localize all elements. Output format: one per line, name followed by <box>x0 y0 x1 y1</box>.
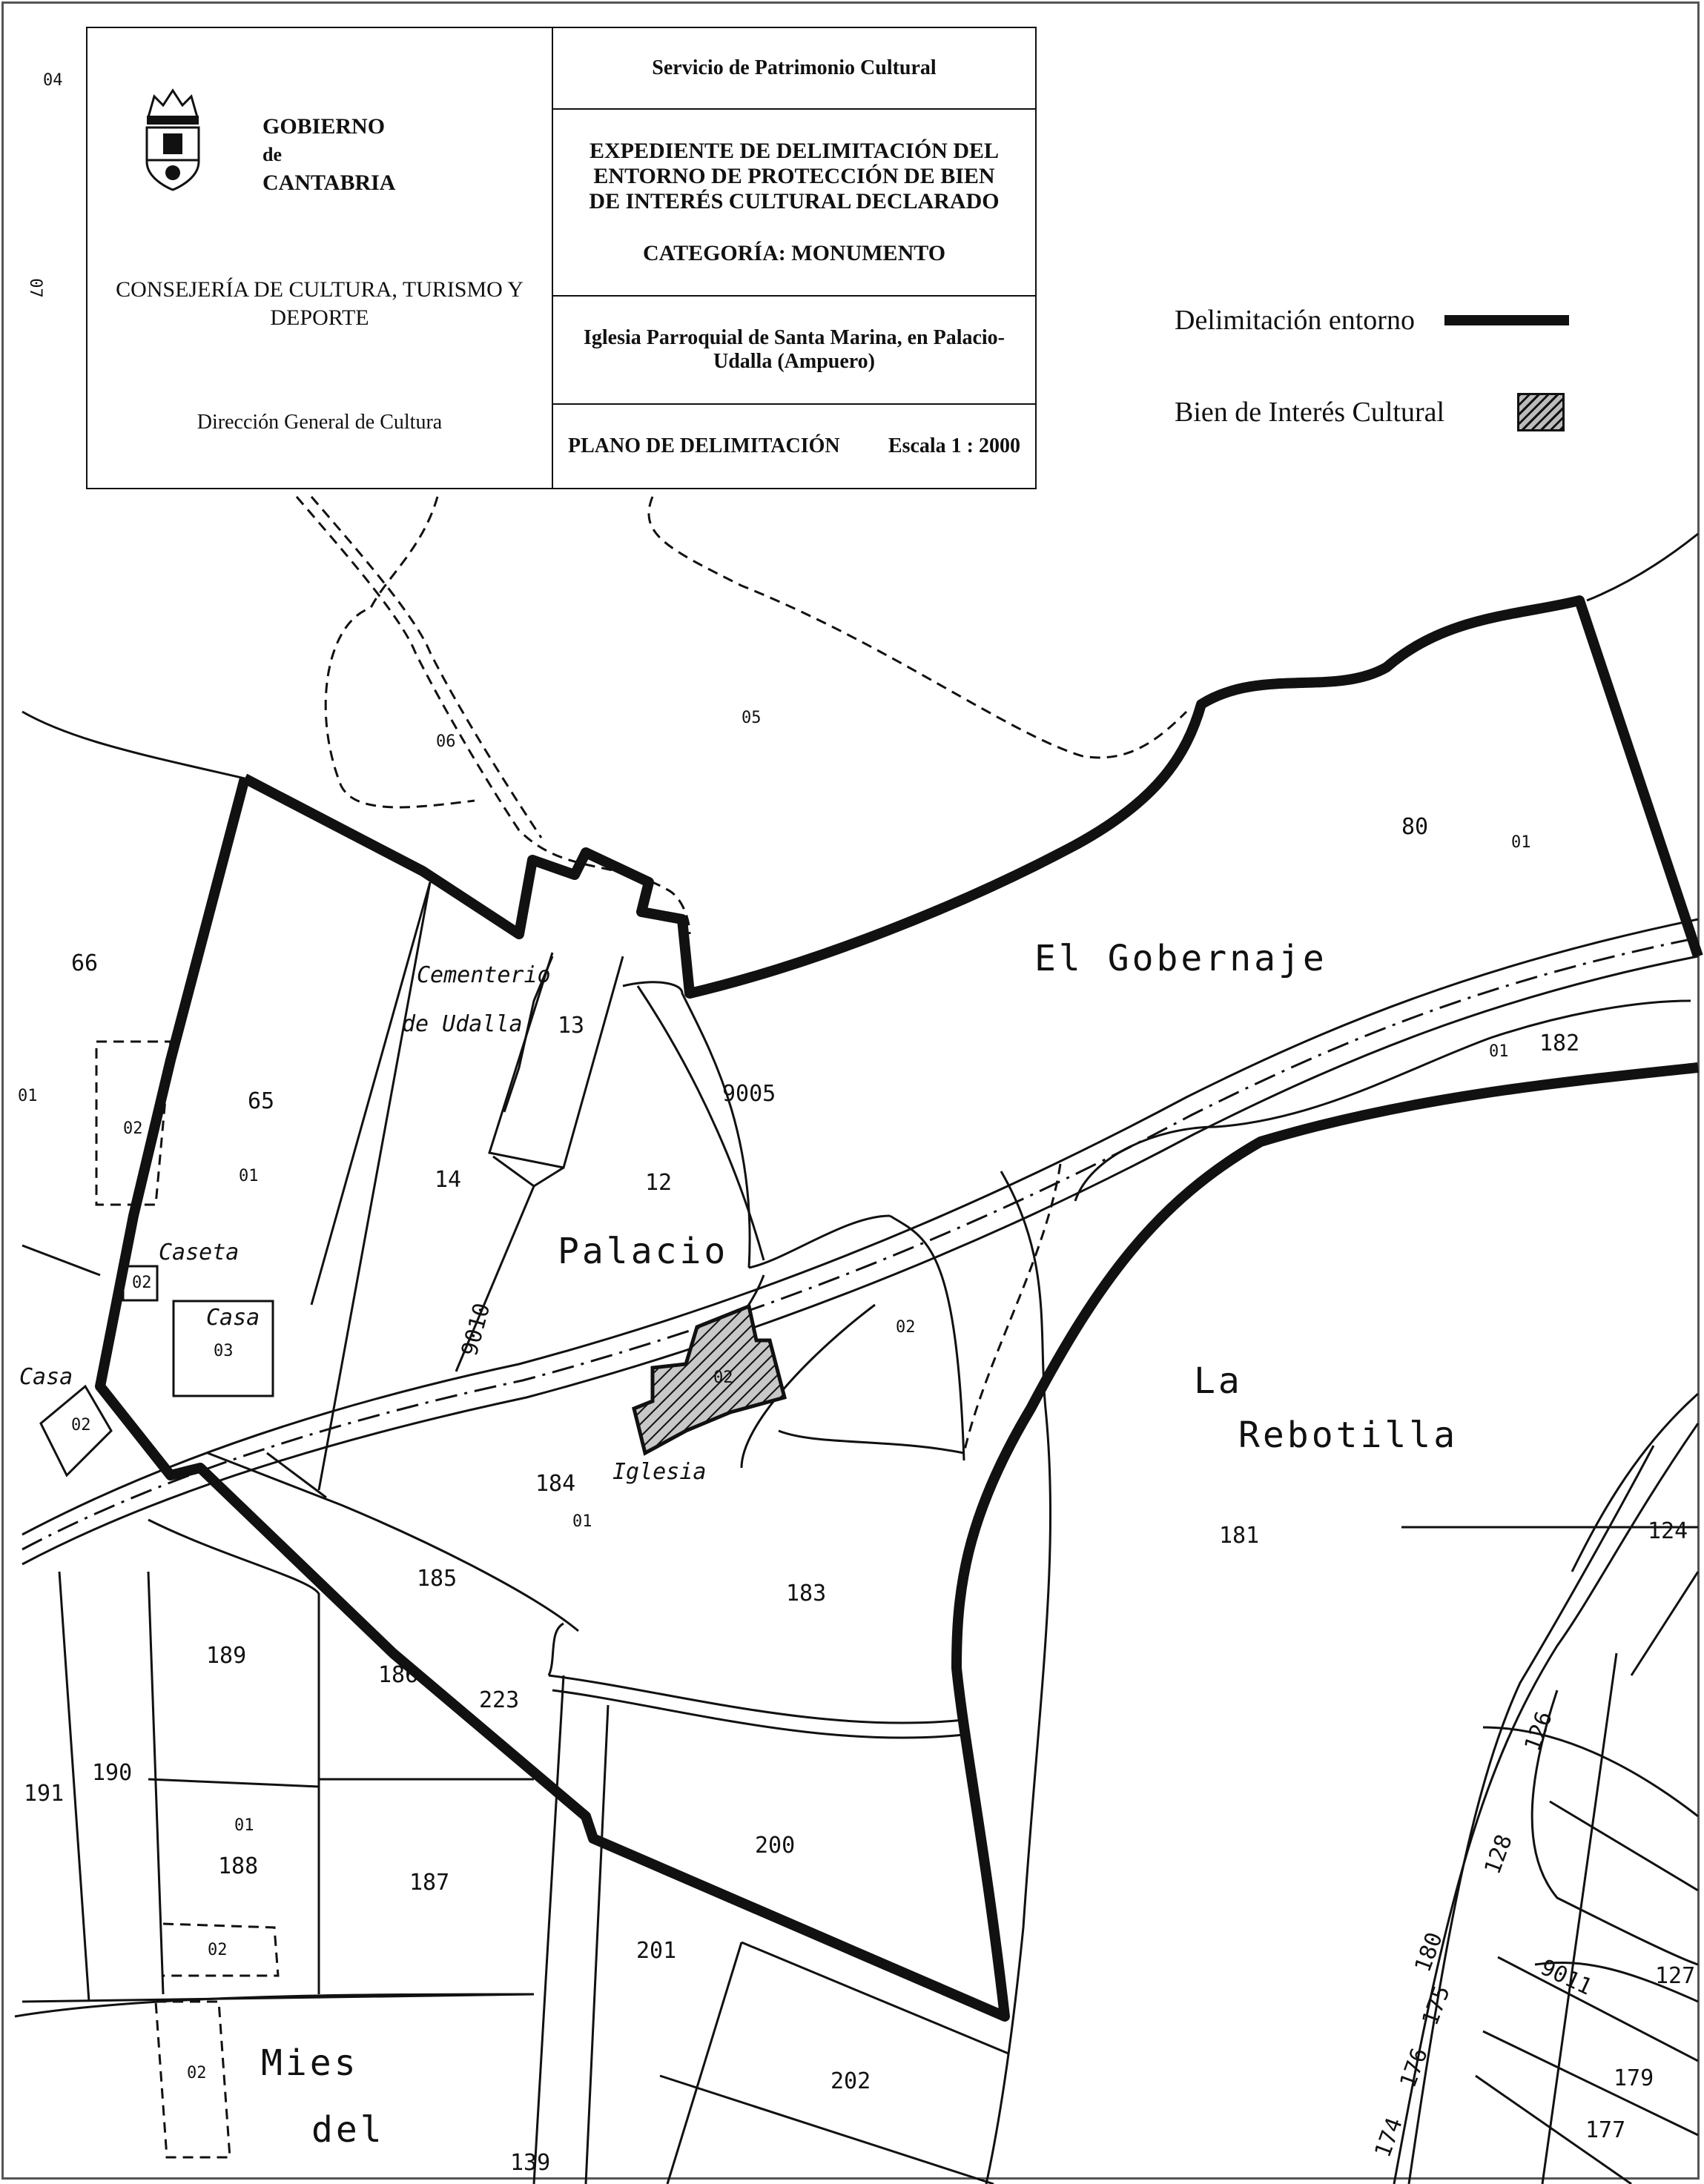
expediente-cell <box>553 110 1035 297</box>
legend-bic-label: Bien de Interés Cultural <box>1175 397 1445 428</box>
parcel-label: 184 <box>535 1471 576 1497</box>
consejeria-name: CONSEJERÍA DE CULTURA, TURISMO Y DEPORTE <box>116 277 524 330</box>
direccion-name: Dirección General de Cultura <box>197 411 443 434</box>
parcel-label: 01 <box>1511 833 1531 852</box>
parcel-label: 175 <box>1417 1982 1456 2029</box>
church-bic-area <box>634 1306 785 1453</box>
parcel-label: 191 <box>24 1781 65 1807</box>
bien-cell <box>553 297 1035 405</box>
legend-delimitacion-label: Delimitación entorno <box>1175 305 1415 336</box>
cantabria-coat-of-arms-icon <box>141 87 205 191</box>
parcel-label: 200 <box>755 1833 796 1859</box>
parcel-label: 190 <box>92 1760 133 1786</box>
parcel-label: 02 <box>713 1369 733 1387</box>
parcel-label: 02 <box>71 1416 91 1435</box>
parcel-label: 01 <box>18 1087 38 1105</box>
parcel-label: 01 <box>1489 1042 1509 1061</box>
parcel-label: 179 <box>1614 2065 1654 2091</box>
parcel-label: 9010 <box>456 1300 496 1359</box>
parcel-label: 189 <box>206 1643 247 1669</box>
parcel-label: 02 <box>208 1941 228 1959</box>
parcel-label: 01 <box>234 1816 254 1835</box>
parcel-label: 02 <box>132 1274 152 1292</box>
parcel-label: 07 <box>25 278 44 298</box>
main-road <box>22 919 1698 1564</box>
gov-line-1: GOBIERNO <box>262 114 386 139</box>
legend-bic <box>1175 393 1565 431</box>
government-name <box>262 113 395 197</box>
parcel-label: 05 <box>742 709 762 727</box>
parcel-label: 177 <box>1585 2117 1626 2143</box>
label-de-udalla: de Udalla <box>402 1011 523 1037</box>
parcel-label: 12 <box>645 1170 673 1196</box>
title-block <box>86 27 1037 489</box>
parcel-label: 02 <box>187 2064 207 2082</box>
title-block-left <box>87 28 553 488</box>
parcel-label: 180 <box>1410 1929 1448 1976</box>
parcel-label: 13 <box>558 1013 585 1039</box>
servicio-cell <box>553 28 1035 110</box>
title-block-right <box>553 28 1035 488</box>
parcel-label: 128 <box>1479 1831 1518 1878</box>
parcel-label: 65 <box>248 1088 275 1114</box>
label-casa-2: Casa <box>19 1364 73 1390</box>
place-mies: Mies <box>261 2042 359 2084</box>
parcel-label: 9005 <box>722 1081 776 1107</box>
parcel-label: 127 <box>1655 1963 1696 1989</box>
label-casa-1: Casa <box>206 1305 260 1331</box>
parcel-label: 01 <box>572 1512 592 1531</box>
place-palacio: Palacio <box>558 1231 729 1272</box>
parcel-label: 02 <box>123 1119 143 1138</box>
parcel-label: 182 <box>1539 1030 1580 1056</box>
parcel-label: 126 <box>1519 1708 1558 1755</box>
plano-text: PLANO DE DELIMITACIÓN <box>568 434 840 457</box>
parcel-label: 02 <box>896 1318 916 1337</box>
boundary-line-swatch <box>1444 315 1569 325</box>
buildings <box>41 1266 273 1475</box>
place-la: La <box>1194 1360 1243 1402</box>
parcel-label: 186 <box>378 1662 419 1688</box>
parcel-label: 139 <box>510 2150 551 2176</box>
parcel-label: 183 <box>786 1581 827 1606</box>
parcel-label: 66 <box>71 950 99 976</box>
parcel-label: 04 <box>43 71 63 90</box>
parcel-label: 03 <box>214 1342 234 1360</box>
place-el-gobernaje: El Gobernaje <box>1034 938 1327 979</box>
label-cementerio: Cementerio <box>417 962 551 988</box>
parcel-label: 185 <box>417 1566 458 1592</box>
servicio-text: Servicio de Patrimonio Cultural <box>652 56 937 79</box>
parcel-label: 181 <box>1219 1523 1260 1549</box>
protection-boundary <box>100 600 1698 2016</box>
place-del: del <box>311 2109 385 2151</box>
escala-text: Escala 1 : 2000 <box>888 434 1020 457</box>
gov-line-3: CANTABRIA <box>262 171 396 195</box>
parcel-label: 174 <box>1370 2114 1408 2161</box>
label-iglesia: Iglesia <box>612 1459 707 1485</box>
place-rebotilla: Rebotilla <box>1238 1414 1459 1456</box>
parcel-label: 202 <box>830 2068 871 2094</box>
legend-delimitacion <box>1175 304 1569 337</box>
label-caseta: Caseta <box>159 1240 240 1265</box>
categoria-text: CATEGORÍA: MONUMENTO <box>642 241 946 265</box>
expediente-text: EXPEDIENTE DE DELIMITACIÓN DEL ENTORNO DE PROTECCIÓN DE BIEN DE INTERÉS CULTURAL DECLARADO <box>589 139 1000 214</box>
parcel-label: 124 <box>1648 1518 1688 1544</box>
parcel-label: 01 <box>239 1167 259 1185</box>
gov-line-2: de <box>262 144 282 165</box>
hatch-swatch-icon <box>1517 393 1565 431</box>
parcel-label: 9011 <box>1536 1954 1596 2001</box>
plano-cell <box>553 405 1035 488</box>
parcel-label: 187 <box>409 1870 450 1896</box>
parcel-label: 201 <box>636 1938 677 1964</box>
parcel-label: 80 <box>1401 814 1429 840</box>
parcel-label: 176 <box>1395 2045 1433 2091</box>
bien-text: Iglesia Parroquial de Santa Marina, en Palacio-Udalla (Ampuero) <box>583 326 1005 373</box>
parcel-label: 14 <box>435 1167 462 1193</box>
parcel-label: 223 <box>479 1687 520 1713</box>
parcel-label: 06 <box>436 732 456 751</box>
parcel-label: 188 <box>218 1853 259 1879</box>
